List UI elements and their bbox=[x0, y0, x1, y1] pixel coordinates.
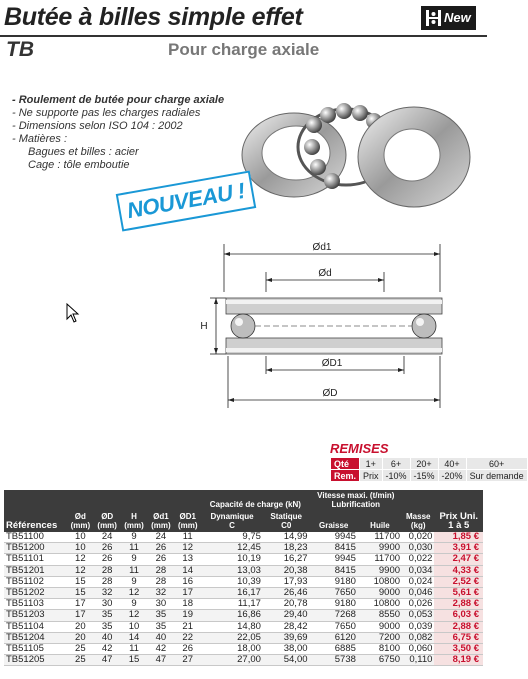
discount-table bbox=[330, 457, 528, 482]
price-cell: 2,88 € bbox=[434, 599, 483, 610]
table-cell: 26 bbox=[174, 643, 201, 654]
table-row bbox=[4, 587, 483, 598]
price-cell: 8,19 € bbox=[434, 655, 483, 666]
feature-item: - Roulement de butée pour charge axiale bbox=[12, 94, 225, 106]
table-cell: 6120 bbox=[310, 632, 358, 643]
table-cell: 10800 bbox=[358, 599, 402, 610]
rem-cell: -15% bbox=[410, 470, 438, 482]
col-H: H (mm) bbox=[121, 490, 148, 532]
table-cell: 7268 bbox=[310, 610, 358, 621]
col-capacity-group: Capacité de charge (kN) bbox=[201, 490, 309, 511]
dim-oD-label: ØD bbox=[322, 388, 338, 399]
technical-drawing bbox=[170, 236, 450, 416]
table-cell: 9945 bbox=[310, 554, 358, 565]
table-row bbox=[4, 643, 483, 654]
table-cell: 18 bbox=[174, 599, 201, 610]
table-cell: 0,039 bbox=[402, 621, 434, 632]
feature-item: - Matières : bbox=[12, 133, 68, 145]
col-mass: Masse (kg) bbox=[402, 490, 434, 532]
new-label: New bbox=[444, 10, 471, 25]
table-cell: 9 bbox=[121, 554, 148, 565]
table-cell: 16,86 bbox=[201, 610, 263, 621]
col-D1: ØD1 (mm) bbox=[174, 490, 201, 532]
table-cell: 22,05 bbox=[201, 632, 263, 643]
table-row bbox=[4, 576, 483, 587]
table-cell: 35 bbox=[147, 621, 174, 632]
table-cell: 10800 bbox=[358, 576, 402, 587]
table-cell: 28 bbox=[94, 565, 121, 576]
qty-cell: 6+ bbox=[382, 458, 410, 470]
new-stamp bbox=[116, 170, 257, 231]
table-cell: 0,034 bbox=[402, 565, 434, 576]
table-cell: 26 bbox=[94, 543, 121, 554]
table-cell: 0,024 bbox=[402, 576, 434, 587]
table-cell: 30 bbox=[147, 599, 174, 610]
table-header-row bbox=[4, 490, 483, 511]
table-cell: 20,78 bbox=[263, 599, 310, 610]
table-cell: 9 bbox=[121, 532, 148, 543]
reference-cell: TB51100 bbox=[4, 532, 67, 543]
table-cell: 24 bbox=[94, 532, 121, 543]
price-cell: 2,47 € bbox=[434, 554, 483, 565]
reference-cell: TB51104 bbox=[4, 621, 67, 632]
col-ref: Références bbox=[4, 490, 67, 532]
table-row bbox=[4, 632, 483, 643]
feature-item: - Dimensions selon ISO 104 : 2002 bbox=[12, 120, 183, 132]
table-cell: 6750 bbox=[358, 655, 402, 666]
table-cell: 14,99 bbox=[263, 532, 310, 543]
table-row bbox=[4, 655, 483, 666]
table-cell: 11 bbox=[121, 565, 148, 576]
table-cell: 0,030 bbox=[402, 543, 434, 554]
reference-cell: TB51202 bbox=[4, 587, 67, 598]
table-cell: 35 bbox=[147, 610, 174, 621]
reference-cell: TB51203 bbox=[4, 610, 67, 621]
table-cell: 10,19 bbox=[201, 554, 263, 565]
table-cell: 11,17 bbox=[201, 599, 263, 610]
table-cell: 0,020 bbox=[402, 532, 434, 543]
price-cell: 1,85 € bbox=[434, 532, 483, 543]
reference-cell: TB51102 bbox=[4, 576, 67, 587]
table-cell: 0,060 bbox=[402, 643, 434, 654]
table-cell: 21 bbox=[174, 621, 201, 632]
reference-cell: TB51105 bbox=[4, 643, 67, 654]
table-cell: 14 bbox=[174, 565, 201, 576]
feature-item: Cage : tôle emboutie bbox=[28, 159, 130, 171]
mouse-cursor-icon bbox=[66, 303, 80, 323]
table-cell: 9900 bbox=[358, 543, 402, 554]
reference-cell: TB51205 bbox=[4, 655, 67, 666]
price-cell: 6,03 € bbox=[434, 610, 483, 621]
table-cell: 16,17 bbox=[201, 587, 263, 598]
table-cell: 13,03 bbox=[201, 565, 263, 576]
page-title: Butée à billes simple effet bbox=[4, 3, 303, 31]
table-cell: 16,27 bbox=[263, 554, 310, 565]
price-cell: 2,52 € bbox=[434, 576, 483, 587]
discount-title: REMISES bbox=[330, 441, 389, 456]
qty-cell: 40+ bbox=[438, 458, 466, 470]
col-grease: Graisse bbox=[310, 511, 358, 532]
qty-label: Qté bbox=[331, 458, 360, 470]
col-D: ØD (mm) bbox=[94, 490, 121, 532]
table-cell: 30 bbox=[94, 599, 121, 610]
table-cell: 5738 bbox=[310, 655, 358, 666]
col-dynamic: Dynamique C bbox=[201, 511, 263, 532]
table-cell: 18,00 bbox=[201, 643, 263, 654]
table-cell: 9180 bbox=[310, 576, 358, 587]
title-divider bbox=[0, 35, 487, 37]
table-cell: 11700 bbox=[358, 532, 402, 543]
table-cell: 10 bbox=[67, 532, 94, 543]
table-cell: 14,80 bbox=[201, 621, 263, 632]
reference-cell: TB51201 bbox=[4, 565, 67, 576]
table-cell: 26 bbox=[147, 554, 174, 565]
table-cell: 25 bbox=[67, 643, 94, 654]
table-cell: 47 bbox=[94, 655, 121, 666]
rem-label: Rem. bbox=[331, 470, 360, 482]
table-body bbox=[4, 532, 483, 666]
col-static: Statique C0 bbox=[263, 511, 310, 532]
table-cell: 24 bbox=[147, 532, 174, 543]
table-cell: 8550 bbox=[358, 610, 402, 621]
table-cell: 12 bbox=[121, 610, 148, 621]
table-cell: 8415 bbox=[310, 543, 358, 554]
table-cell: 7650 bbox=[310, 587, 358, 598]
discount-rem-row bbox=[331, 470, 528, 482]
table-cell: 6885 bbox=[310, 643, 358, 654]
feature-item: Bagues et billes : acier bbox=[28, 146, 139, 158]
table-row bbox=[4, 610, 483, 621]
table-cell: 0,082 bbox=[402, 632, 434, 643]
table-cell: 22 bbox=[174, 632, 201, 643]
table-cell: 18,23 bbox=[263, 543, 310, 554]
table-cell: 7650 bbox=[310, 621, 358, 632]
table-cell: 13 bbox=[174, 554, 201, 565]
table-cell: 11700 bbox=[358, 554, 402, 565]
table-cell: 10,39 bbox=[201, 576, 263, 587]
reference-cell: TB51200 bbox=[4, 543, 67, 554]
price-cell: 6,75 € bbox=[434, 632, 483, 643]
table-cell: 26,46 bbox=[263, 587, 310, 598]
table-cell: 9000 bbox=[358, 621, 402, 632]
table-cell: 12 bbox=[121, 587, 148, 598]
table-cell: 8100 bbox=[358, 643, 402, 654]
rem-cell: -10% bbox=[382, 470, 410, 482]
discount-qty-row bbox=[331, 458, 528, 470]
table-cell: 9900 bbox=[358, 565, 402, 576]
table-cell: 7200 bbox=[358, 632, 402, 643]
table-cell: 20,38 bbox=[263, 565, 310, 576]
col-d: Ød (mm) bbox=[67, 490, 94, 532]
table-row bbox=[4, 543, 483, 554]
table-cell: 40 bbox=[147, 632, 174, 643]
table-cell: 32 bbox=[147, 587, 174, 598]
new-badge bbox=[421, 6, 476, 30]
col-oil: Huile bbox=[358, 511, 402, 532]
table-cell: 26 bbox=[94, 554, 121, 565]
col-speed-group: Vitesse maxi. (t/min) Lubrification bbox=[310, 490, 403, 511]
table-cell: 20 bbox=[67, 621, 94, 632]
price-cell: 3,50 € bbox=[434, 643, 483, 654]
table-cell: 47 bbox=[147, 655, 174, 666]
price-cell: 5,61 € bbox=[434, 587, 483, 598]
dim-od-label: Ød bbox=[318, 268, 332, 279]
table-cell: 28 bbox=[94, 576, 121, 587]
reference-cell: TB51204 bbox=[4, 632, 67, 643]
qty-cell: 1+ bbox=[360, 458, 383, 470]
price-cell: 3,91 € bbox=[434, 543, 483, 554]
table-cell: 15 bbox=[121, 655, 148, 666]
dim-oD1-label: ØD1 bbox=[321, 358, 343, 369]
table-cell: 29,40 bbox=[263, 610, 310, 621]
feature-item: - Ne supporte pas les charges radiales bbox=[12, 107, 201, 119]
product-photo bbox=[236, 85, 476, 220]
table-cell: 42 bbox=[147, 643, 174, 654]
table-cell: 32 bbox=[94, 587, 121, 598]
table-cell: 17 bbox=[174, 587, 201, 598]
rem-cell: Prix bbox=[360, 470, 383, 482]
table-cell: 42 bbox=[94, 643, 121, 654]
qty-cell: 20+ bbox=[410, 458, 438, 470]
table-cell: 38,00 bbox=[263, 643, 310, 654]
table-cell: 35 bbox=[94, 610, 121, 621]
table-cell: 9,75 bbox=[201, 532, 263, 543]
feature-list bbox=[12, 94, 224, 172]
table-cell: 11 bbox=[174, 532, 201, 543]
product-table bbox=[4, 490, 483, 666]
qty-cell: 60+ bbox=[466, 458, 527, 470]
table-row bbox=[4, 621, 483, 632]
table-cell: 0,046 bbox=[402, 587, 434, 598]
table-cell: 12,45 bbox=[201, 543, 263, 554]
table-cell: 0,026 bbox=[402, 599, 434, 610]
table-cell: 28 bbox=[147, 576, 174, 587]
table-cell: 15 bbox=[67, 576, 94, 587]
table-cell: 19 bbox=[174, 610, 201, 621]
rem-cell: Sur demande bbox=[466, 470, 527, 482]
table-cell: 28,42 bbox=[263, 621, 310, 632]
table-cell: 11 bbox=[121, 543, 148, 554]
price-cell: 4,33 € bbox=[434, 565, 483, 576]
dim-h-label: H bbox=[200, 321, 208, 332]
dim-od1-label: Ød1 bbox=[312, 242, 332, 253]
col-price: Prix Uni. 1 à 5 bbox=[434, 490, 483, 532]
new-stamp-text: NOUVEAU ! bbox=[125, 177, 247, 224]
bearing-icon bbox=[425, 9, 442, 27]
rem-cell: -20% bbox=[438, 470, 466, 482]
table-row bbox=[4, 565, 483, 576]
table-cell: 12 bbox=[67, 565, 94, 576]
table-cell: 39,69 bbox=[263, 632, 310, 643]
table-cell: 0,053 bbox=[402, 610, 434, 621]
table-cell: 9 bbox=[121, 599, 148, 610]
table-cell: 12 bbox=[67, 554, 94, 565]
table-cell: 40 bbox=[94, 632, 121, 643]
table-cell: 10 bbox=[121, 621, 148, 632]
table-cell: 17 bbox=[67, 599, 94, 610]
table-cell: 28 bbox=[147, 565, 174, 576]
page-subtitle: Pour charge axiale bbox=[168, 40, 320, 59]
table-cell: 11 bbox=[121, 643, 148, 654]
table-row bbox=[4, 599, 483, 610]
table-cell: 17,93 bbox=[263, 576, 310, 587]
price-cell: 2,88 € bbox=[434, 621, 483, 632]
table-cell: 8415 bbox=[310, 565, 358, 576]
table-cell: 16 bbox=[174, 576, 201, 587]
table-cell: 20 bbox=[67, 632, 94, 643]
table-cell: 9 bbox=[121, 576, 148, 587]
table-cell: 0,022 bbox=[402, 554, 434, 565]
table-cell: 9180 bbox=[310, 599, 358, 610]
table-row bbox=[4, 554, 483, 565]
table-cell: 12 bbox=[174, 543, 201, 554]
table-cell: 9945 bbox=[310, 532, 358, 543]
table-cell: 27,00 bbox=[201, 655, 263, 666]
table-row bbox=[4, 532, 483, 543]
table-cell: 35 bbox=[94, 621, 121, 632]
product-code: TB bbox=[6, 38, 34, 61]
table-cell: 10 bbox=[67, 543, 94, 554]
table-cell: 0,110 bbox=[402, 655, 434, 666]
table-cell: 9000 bbox=[358, 587, 402, 598]
table-cell: 26 bbox=[147, 543, 174, 554]
table-cell: 25 bbox=[67, 655, 94, 666]
table-cell: 17 bbox=[67, 610, 94, 621]
reference-cell: TB51103 bbox=[4, 599, 67, 610]
table-cell: 27 bbox=[174, 655, 201, 666]
table-cell: 54,00 bbox=[263, 655, 310, 666]
reference-cell: TB51101 bbox=[4, 554, 67, 565]
col-d1: Ød1 (mm) bbox=[147, 490, 174, 532]
table-cell: 15 bbox=[67, 587, 94, 598]
table-cell: 14 bbox=[121, 632, 148, 643]
